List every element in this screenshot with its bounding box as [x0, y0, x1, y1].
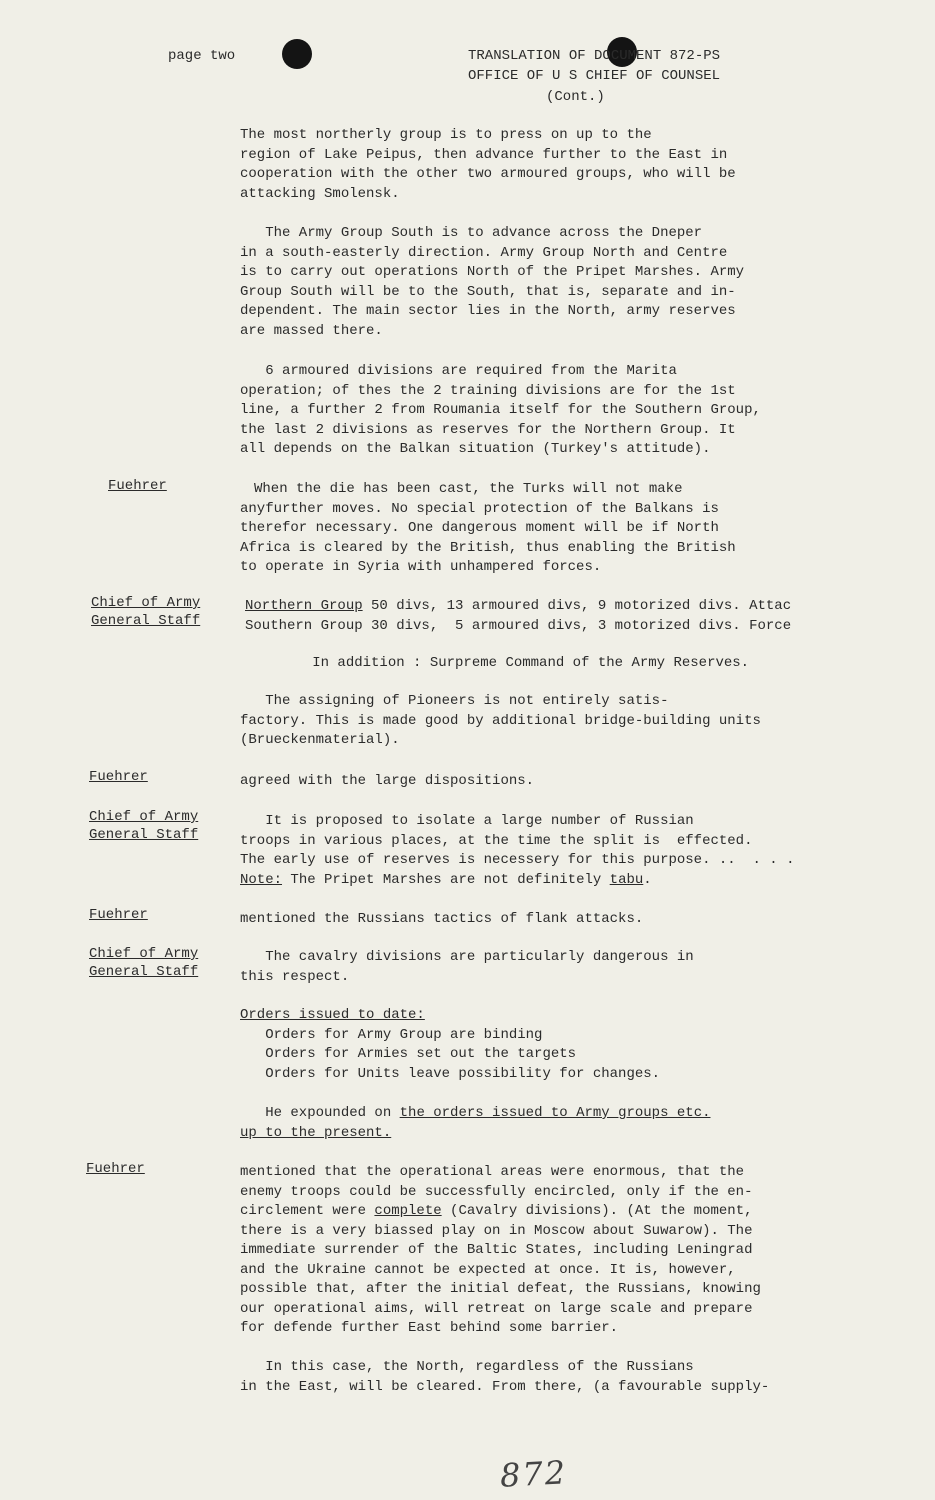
text-line: 6 armoured divisions are required from the Marita: [240, 363, 677, 379]
speaker-label: Fuehrer: [89, 907, 148, 923]
orders-item: Orders for Army Group are binding: [240, 1026, 543, 1043]
note-end: .: [643, 871, 652, 888]
text-line: troops in various places, at the time the split is effected.: [240, 832, 753, 849]
text-line: dependent. The main sector lies in the North, army reserves: [240, 303, 736, 319]
speaker-chief-of-army: [89, 945, 229, 981]
orders-block: [240, 1006, 920, 1084]
text-line: In this case, the North, regardless of the Russians: [240, 1359, 694, 1375]
text-line: all depends on the Balkan situation (Turkey's attitude).: [240, 441, 711, 457]
paragraph-10: [240, 1104, 920, 1143]
header-title-line1: TRANSLATION OF DOCUMENT 872-PS: [468, 48, 721, 64]
southern-group-label: Southern Group: [245, 617, 363, 634]
speaker-chief-of-army: [91, 594, 231, 630]
paragraph-12: [240, 1358, 920, 1397]
page-label: page two: [168, 48, 236, 64]
speaker-label: Chief of Army: [89, 946, 199, 962]
text-line: attacking Smolensk.: [240, 185, 400, 202]
paragraph-6: [240, 772, 920, 792]
text-line: The most northerly group is to press on up to the: [240, 127, 652, 143]
speaker-fuehrer: [89, 906, 229, 924]
underlined-text: complete: [374, 1203, 442, 1219]
text-line: The assigning of Pioneers is not entirely satis-: [240, 693, 669, 709]
text-line: When the die has been cast, the Turks will not make: [254, 481, 683, 497]
southern-group-line: [245, 617, 935, 637]
northern-group-line: [245, 597, 935, 617]
addition-line: In addition : Surpreme Command of the Army Reserves.: [245, 655, 750, 671]
speaker-label: General Staff: [89, 964, 199, 980]
text-line: this respect.: [240, 968, 350, 985]
paragraph-11: [240, 1163, 920, 1339]
southern-group-text: 30 divs, 5 armoured divs, 3 motorized divs. Force: [362, 617, 792, 634]
text-line: enemy troops could be successfully encircled, only if the en-: [240, 1183, 753, 1200]
paragraph-9: [240, 948, 920, 987]
text-line: therefor necessary. One dangerous moment will be if North: [240, 520, 719, 536]
text-line: is to carry out operations North of the Pripet Marshes. Army: [240, 264, 745, 280]
paragraph-3: [240, 362, 920, 460]
text-span: circlement were: [240, 1203, 375, 1219]
text-line: for defende further East behind some barrier.: [240, 1320, 619, 1336]
text-line: The Army Group South is to advance across the Dneper: [240, 225, 703, 241]
text-line: immediate surrender of the Baltic States, including Leningrad: [240, 1242, 753, 1258]
groups-block: [245, 597, 935, 674]
text-line: our operational aims, will retreat on large scale and prepare: [240, 1300, 753, 1317]
text-line: [240, 1104, 920, 1124]
text-line: operation; of thes the 2 training divisions are for the 1st: [240, 382, 736, 399]
orders-item: Orders for Units leave possibility for changes.: [240, 1065, 661, 1082]
speaker-fuehrer: [89, 768, 229, 786]
text-line: cooperation with the other two armoured groups, who will be: [240, 166, 736, 182]
text-line: are massed there.: [240, 322, 383, 339]
text-line: Africa is cleared by the British, thus enabling the British: [240, 539, 736, 556]
text-line: anyfurther moves. No special protection of the Balkans is: [240, 500, 719, 517]
punch-hole-left: [282, 39, 312, 69]
text-line: Group South will be to the South, that is, separate and in-: [240, 283, 736, 300]
note-line: [240, 871, 920, 891]
orders-heading: Orders issued to date:: [240, 1007, 425, 1023]
text-line: The cavalry divisions are particularly dangerous in: [240, 949, 694, 965]
text-line: there is a very biassed play on in Moscow about Suwarow). The: [240, 1222, 753, 1239]
speaker-label: Chief of Army: [91, 595, 201, 611]
northern-group-label: Northern Group: [245, 598, 363, 614]
speaker-fuehrer: [108, 477, 248, 495]
underlined-text: the orders issued to Army groups etc.: [399, 1105, 711, 1121]
text-line: factory. This is made good by additional bridge-building units: [240, 712, 761, 729]
paragraph-7: [240, 812, 920, 890]
text-line: [240, 1202, 920, 1222]
handwritten-document-number: 872: [499, 1453, 569, 1495]
text-line: possible that, after the initial defeat, the Russians, knowing: [240, 1281, 761, 1297]
text-line: in a south-easterly direction. Army Group North and Centre: [240, 244, 728, 261]
text-line: in the East, will be cleared. From there, (a favourable supply-: [240, 1378, 770, 1395]
text-line: The early use of reserves is necessery for this purpose. .. . . .: [240, 852, 795, 868]
speaker-label: Fuehrer: [86, 1161, 145, 1177]
note-text: The Pripet Marshes are not definitely: [282, 871, 610, 888]
text-line: region of Lake Peipus, then advance further to the East in: [240, 146, 728, 163]
speaker-chief-of-army: [89, 808, 229, 844]
text-span: (Cavalry divisions). (At the moment,: [441, 1203, 753, 1219]
paragraph-4: [240, 480, 920, 578]
text-line: (Brueckenmaterial).: [240, 732, 400, 748]
paragraph-1: [240, 126, 920, 204]
text-span: He expounded on: [240, 1105, 400, 1121]
text-line: to operate in Syria with unhampered forces.: [240, 559, 602, 575]
text-line: mentioned that the operational areas were enormous, that the: [240, 1164, 745, 1180]
speaker-fuehrer: [86, 1160, 226, 1178]
text-line: up to the present.: [240, 1124, 392, 1141]
text-line: mentioned the Russians tactics of flank attacks.: [240, 911, 644, 927]
header-title-line2: OFFICE OF U S CHIEF OF COUNSEL: [468, 68, 721, 84]
text-line: the last 2 divisions as reserves for the Northern Group. It: [240, 421, 736, 438]
note-label: Note:: [240, 871, 283, 888]
speaker-label: Fuehrer: [108, 478, 167, 494]
paragraph-8: [240, 910, 920, 930]
northern-group-text: 50 divs, 13 armoured divs, 9 motorized divs. Attac: [362, 598, 792, 614]
speaker-label: General Staff: [91, 613, 201, 629]
text-line: agreed with the large dispositions.: [240, 773, 535, 789]
header-title-line3: (Cont.): [546, 89, 605, 105]
speaker-label: Chief of Army: [89, 809, 199, 825]
text-line: and the Ukraine cannot be expected at once. It is, however,: [240, 1261, 736, 1278]
orders-item: Orders for Armies set out the targets: [240, 1046, 577, 1062]
speaker-label: General Staff: [89, 827, 199, 843]
note-tabu: tabu: [609, 871, 644, 888]
text-line: It is proposed to isolate a large number of Russian: [240, 813, 694, 829]
paragraph-2: [240, 224, 920, 341]
text-line: line, a further 2 from Roumania itself for the Southern Group,: [240, 402, 761, 418]
paragraph-5: [240, 692, 920, 751]
speaker-label: Fuehrer: [89, 769, 148, 785]
